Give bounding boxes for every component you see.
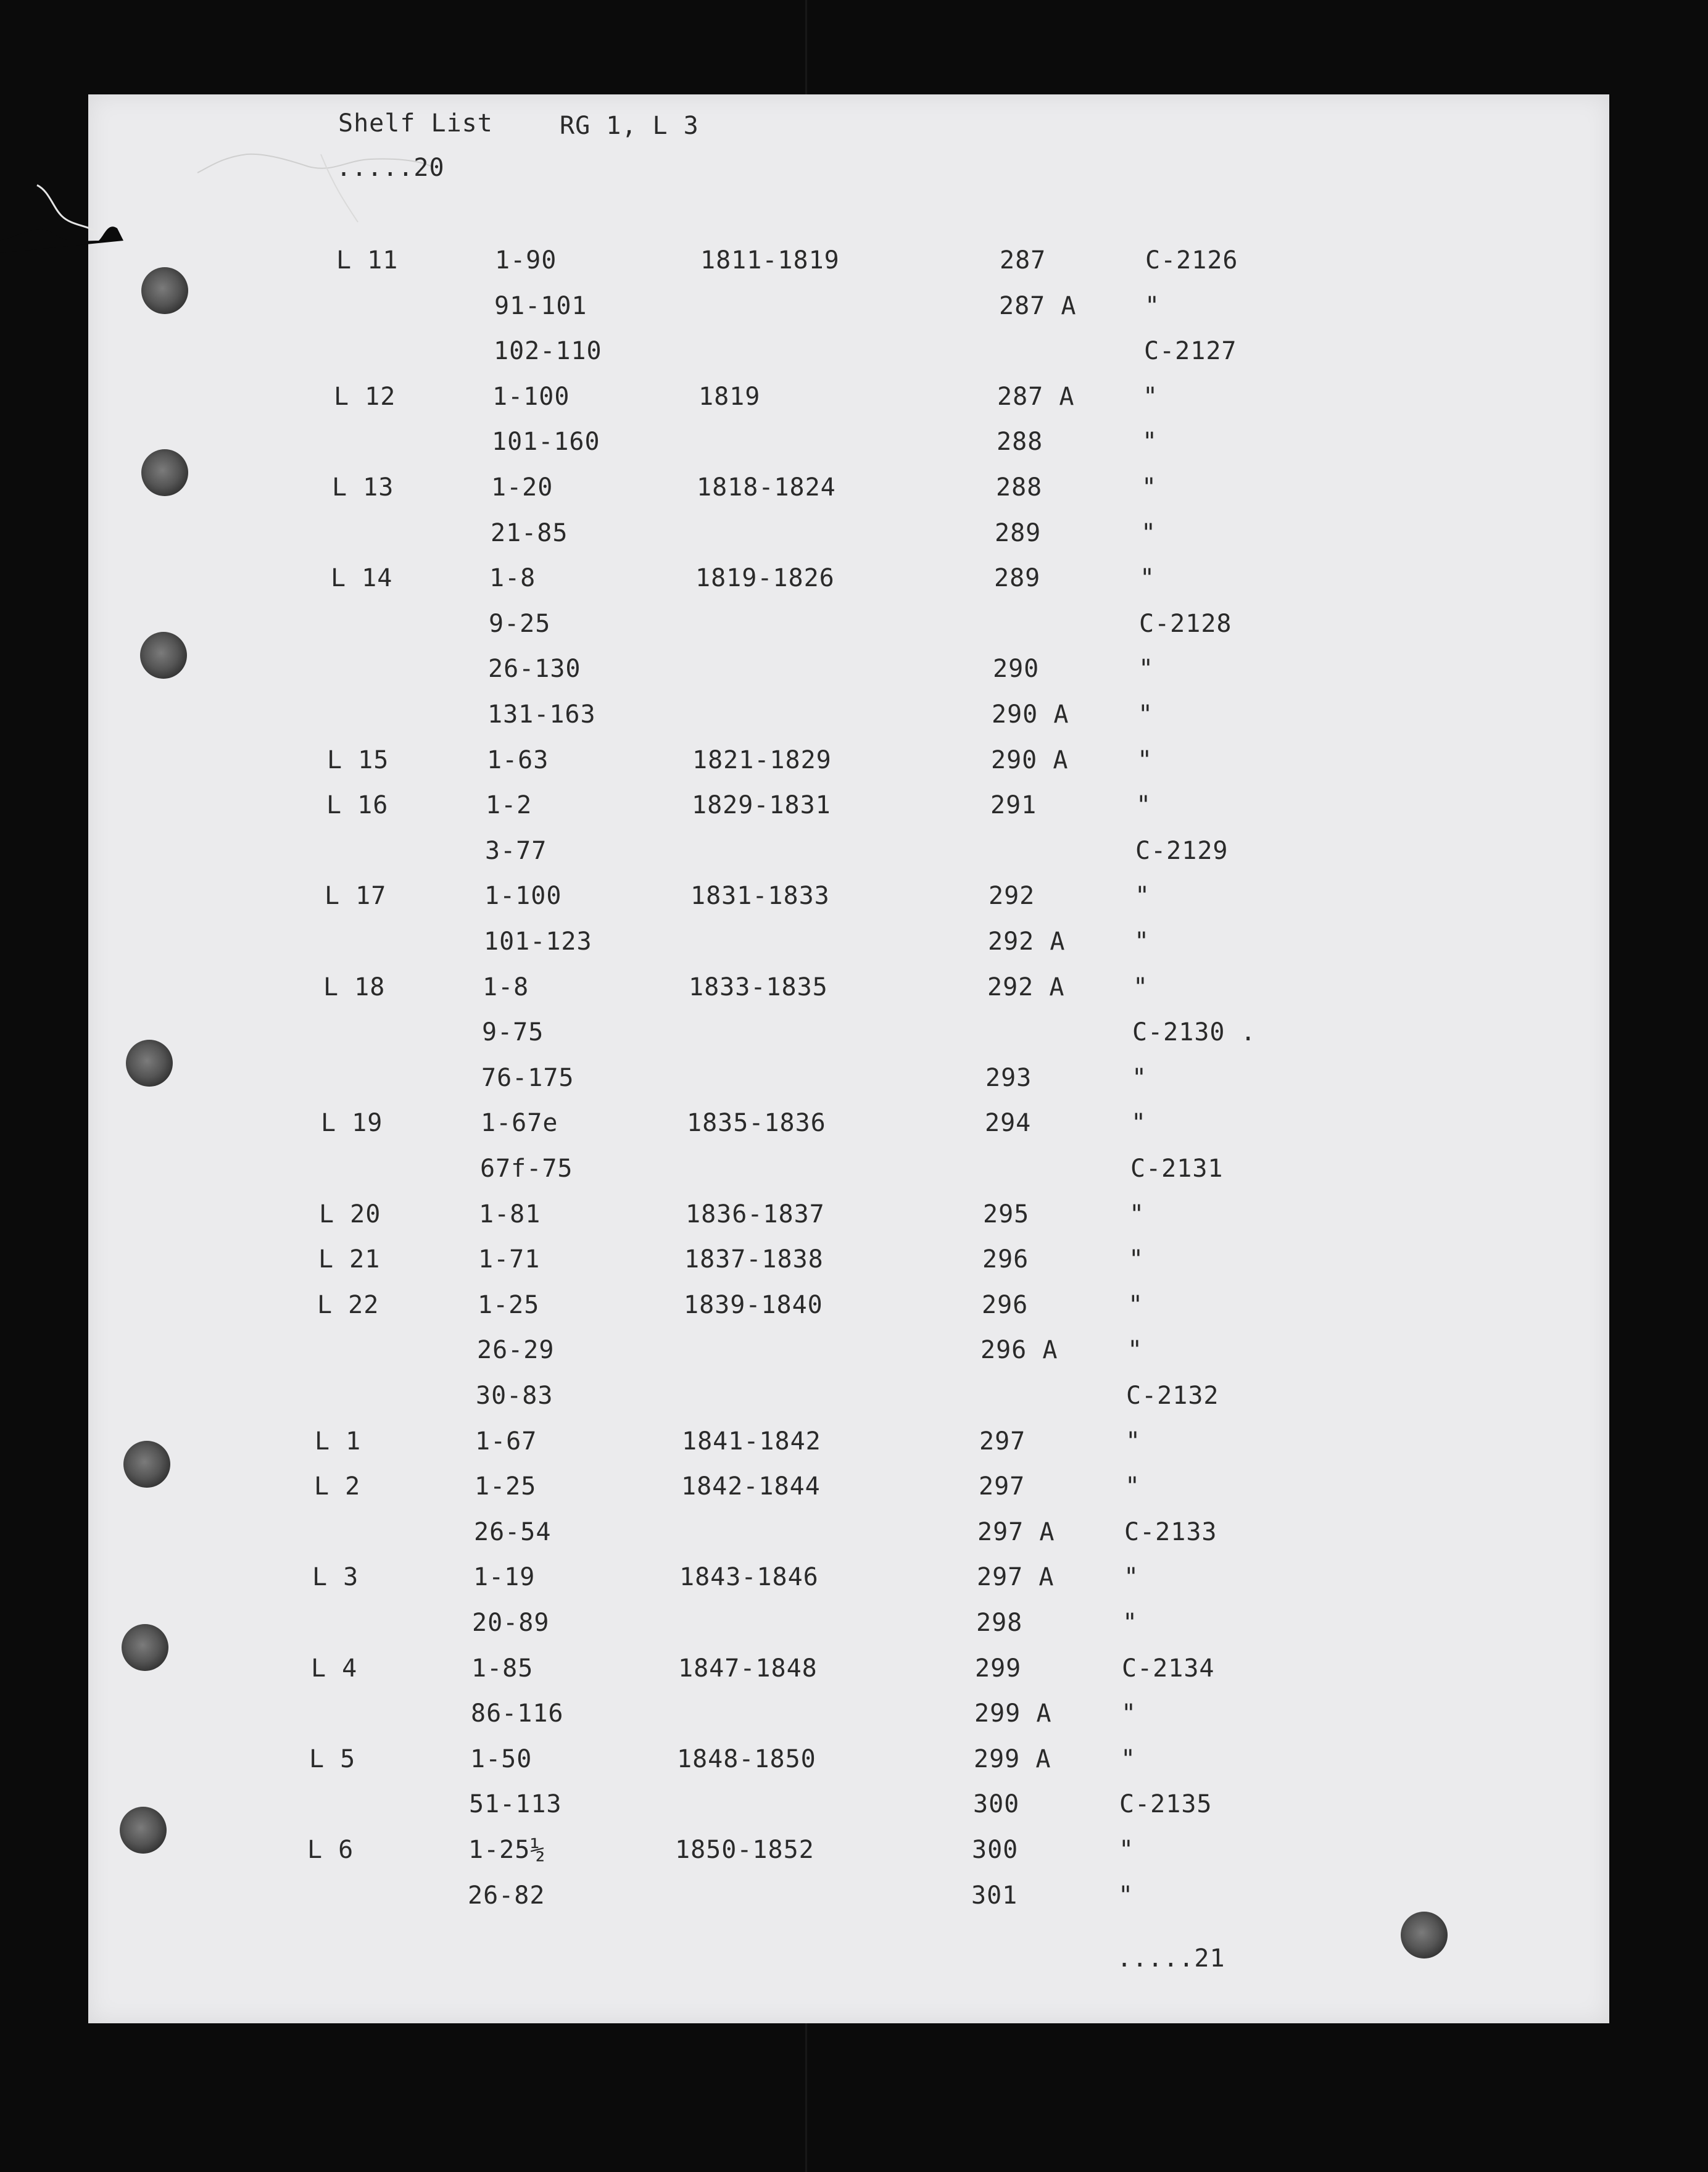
range-cell: 51-113 [469, 1790, 562, 1818]
series-cell: L 11 [336, 246, 399, 275]
volume-cell: 299 A [974, 1745, 1051, 1773]
years-cell: 1819-1826 [695, 564, 835, 592]
volume-cell: 297 A [977, 1563, 1055, 1591]
reel-cell: C-2128 [1139, 610, 1232, 638]
range-cell: 102-110 [494, 337, 602, 365]
volume-cell: 299 [975, 1654, 1022, 1683]
years-cell: 1821-1829 [692, 746, 832, 774]
reel-cell: C-2131 [1130, 1154, 1224, 1183]
header-record-group: RG 1, L 3 [560, 112, 699, 140]
years-cell: 1850-1852 [675, 1836, 815, 1864]
range-cell: 1-8 [489, 564, 536, 592]
range-cell: 26-54 [474, 1518, 552, 1546]
volume-cell: 297 [979, 1472, 1026, 1501]
document-page [88, 94, 1609, 2023]
range-cell: 101-123 [484, 927, 592, 956]
years-cell: 1841-1842 [682, 1427, 821, 1456]
range-cell: 3-77 [485, 837, 547, 865]
range-cell: 26-130 [488, 655, 581, 683]
volume-cell: 292 A [988, 927, 1066, 956]
range-cell: 67f-75 [480, 1154, 573, 1183]
series-cell: L 17 [325, 882, 387, 910]
range-cell: 1-100 [484, 882, 562, 910]
range-cell: 101-160 [492, 428, 600, 456]
series-cell: L 12 [334, 383, 396, 411]
reel-cell: " [1131, 1109, 1147, 1137]
punch-hole [123, 1441, 170, 1488]
volume-cell: 290 [993, 655, 1040, 683]
volume-cell: 294 [985, 1109, 1032, 1137]
punch-hole [141, 449, 188, 496]
reel-cell: " [1135, 882, 1151, 910]
series-cell: L 19 [321, 1109, 383, 1137]
years-cell: 1848-1850 [677, 1745, 816, 1773]
range-cell: 76-175 [481, 1064, 574, 1092]
range-cell: 21-85 [491, 519, 568, 547]
volume-cell: 291 [990, 791, 1037, 819]
range-cell: 86-116 [471, 1699, 564, 1728]
years-cell: 1847-1848 [678, 1654, 818, 1683]
series-cell: L 16 [326, 791, 389, 819]
range-cell: 1-2 [486, 791, 533, 819]
volume-cell: 287 A [999, 292, 1077, 320]
header-title: Shelf List [338, 109, 493, 138]
years-cell: 1831-1833 [690, 882, 830, 910]
punch-hole [120, 1807, 167, 1854]
volume-cell: 289 [995, 519, 1042, 547]
reel-cell: " [1138, 655, 1155, 683]
volume-cell: 292 [989, 882, 1035, 910]
volume-cell: 300 [973, 1790, 1020, 1818]
range-cell: 1-63 [487, 746, 549, 774]
series-cell: L 21 [318, 1245, 381, 1274]
reel-cell: " [1136, 791, 1152, 819]
years-cell: 1819 [699, 383, 761, 411]
volume-cell: 295 [983, 1200, 1030, 1229]
series-cell: L 3 [312, 1563, 359, 1591]
reel-cell: C-2134 [1122, 1654, 1215, 1683]
reel-cell: " [1137, 746, 1153, 774]
reel-cell: C-2130 . [1132, 1018, 1256, 1047]
volume-cell: 296 [982, 1291, 1029, 1319]
reel-cell: " [1128, 1291, 1144, 1319]
volume-cell: 298 [976, 1609, 1023, 1637]
range-cell: 1-100 [492, 383, 570, 411]
range-cell: 1-25 [475, 1472, 537, 1501]
years-cell: 1829-1831 [692, 791, 831, 819]
years-cell: 1833-1835 [689, 973, 828, 1001]
punch-hole [1401, 1912, 1448, 1959]
range-cell: 30-83 [476, 1382, 553, 1410]
years-cell: 1836-1837 [686, 1200, 825, 1229]
range-cell: 1-20 [491, 473, 553, 502]
volume-cell: 290 A [991, 746, 1069, 774]
volume-cell: 297 [979, 1427, 1026, 1456]
range-cell: 1-25 [478, 1291, 540, 1319]
reel-cell: C-2127 [1144, 337, 1237, 365]
reel-cell: C-2129 [1135, 837, 1229, 865]
volume-cell: 287 A [997, 383, 1075, 411]
range-cell: 9-75 [482, 1018, 544, 1047]
years-cell: 1839-1840 [684, 1291, 823, 1319]
reel-cell: " [1121, 1699, 1137, 1728]
series-cell: L 20 [319, 1200, 381, 1229]
reel-cell: " [1126, 1427, 1142, 1456]
volume-cell: 293 [985, 1064, 1032, 1092]
series-cell: L 14 [331, 564, 393, 592]
range-cell: 131-163 [487, 700, 596, 729]
punch-hole [140, 632, 187, 679]
punch-hole [141, 267, 188, 314]
reel-cell: " [1129, 1245, 1145, 1274]
volume-cell: 299 A [974, 1699, 1052, 1728]
series-cell: L 15 [327, 746, 389, 774]
series-cell: L 13 [332, 473, 394, 502]
reel-cell: " [1132, 1064, 1148, 1092]
reel-cell: " [1138, 700, 1154, 729]
range-cell: 1-85 [471, 1654, 534, 1683]
range-cell: 26-82 [468, 1881, 545, 1910]
reel-cell: " [1141, 519, 1157, 547]
series-cell: L 6 [307, 1836, 354, 1864]
series-cell: L 22 [317, 1291, 379, 1319]
reel-cell: " [1127, 1336, 1143, 1364]
range-cell: 26-29 [477, 1336, 555, 1364]
range-cell: 91-101 [494, 292, 587, 320]
years-cell: 1811-1819 [700, 246, 840, 275]
reel-cell: C-2126 [1145, 246, 1238, 275]
years-cell: 1837-1838 [684, 1245, 824, 1274]
reel-cell: " [1134, 927, 1150, 956]
volume-cell: 287 [1000, 246, 1047, 275]
reel-cell: " [1118, 1881, 1134, 1910]
reel-cell: " [1124, 1563, 1140, 1591]
series-cell: L 18 [323, 973, 386, 1001]
range-cell: 1-81 [479, 1200, 541, 1229]
series-cell: L 5 [309, 1745, 356, 1773]
years-cell: 1842-1844 [681, 1472, 821, 1501]
footer-continued-to: .....21 [1117, 1944, 1225, 1973]
volume-cell: 300 [972, 1836, 1019, 1864]
years-cell: 1818-1824 [697, 473, 836, 502]
years-cell: 1835-1836 [687, 1109, 826, 1137]
volume-cell: 290 A [992, 700, 1069, 729]
punch-hole [126, 1040, 173, 1087]
reel-cell: " [1125, 1472, 1141, 1501]
volume-cell: 297 A [977, 1518, 1055, 1546]
reel-cell: C-2135 [1119, 1790, 1213, 1818]
volume-cell: 296 A [980, 1336, 1058, 1364]
volume-cell: 288 [996, 473, 1043, 502]
reel-cell: " [1143, 383, 1159, 411]
reel-cell: C-2132 [1126, 1382, 1219, 1410]
range-cell: 1-90 [495, 246, 557, 275]
volume-cell: 289 [994, 564, 1041, 592]
range-cell: 9-25 [489, 610, 551, 638]
volume-cell: 292 A [987, 973, 1065, 1001]
range-cell: 1-67 [475, 1427, 537, 1456]
years-cell: 1843-1846 [679, 1563, 819, 1591]
reel-cell: C-2133 [1124, 1518, 1217, 1546]
punch-hole [122, 1624, 168, 1671]
reel-cell: " [1140, 564, 1156, 592]
range-cell: 1-50 [470, 1745, 533, 1773]
reel-cell: " [1142, 428, 1158, 456]
range-cell: 1-25½ [468, 1836, 546, 1864]
reel-cell: " [1129, 1200, 1145, 1229]
reel-cell: " [1119, 1836, 1135, 1864]
series-cell: L 2 [314, 1472, 361, 1501]
reel-cell: " [1121, 1745, 1137, 1773]
volume-cell: 288 [997, 428, 1043, 456]
range-cell: 20-89 [472, 1609, 550, 1637]
volume-cell: 301 [971, 1881, 1018, 1910]
reel-cell: " [1133, 973, 1149, 1001]
range-cell: 1-71 [478, 1245, 541, 1274]
series-cell: L 4 [311, 1654, 358, 1683]
reel-cell: " [1145, 292, 1161, 320]
range-cell: 1-67e [481, 1109, 558, 1137]
header-continued-from: .....20 [336, 154, 445, 182]
series-cell: L 1 [315, 1427, 362, 1456]
volume-cell: 296 [982, 1245, 1029, 1274]
range-cell: 1-19 [473, 1563, 536, 1591]
range-cell: 1-8 [483, 973, 529, 1001]
reel-cell: " [1142, 473, 1158, 502]
reel-cell: " [1122, 1609, 1138, 1637]
